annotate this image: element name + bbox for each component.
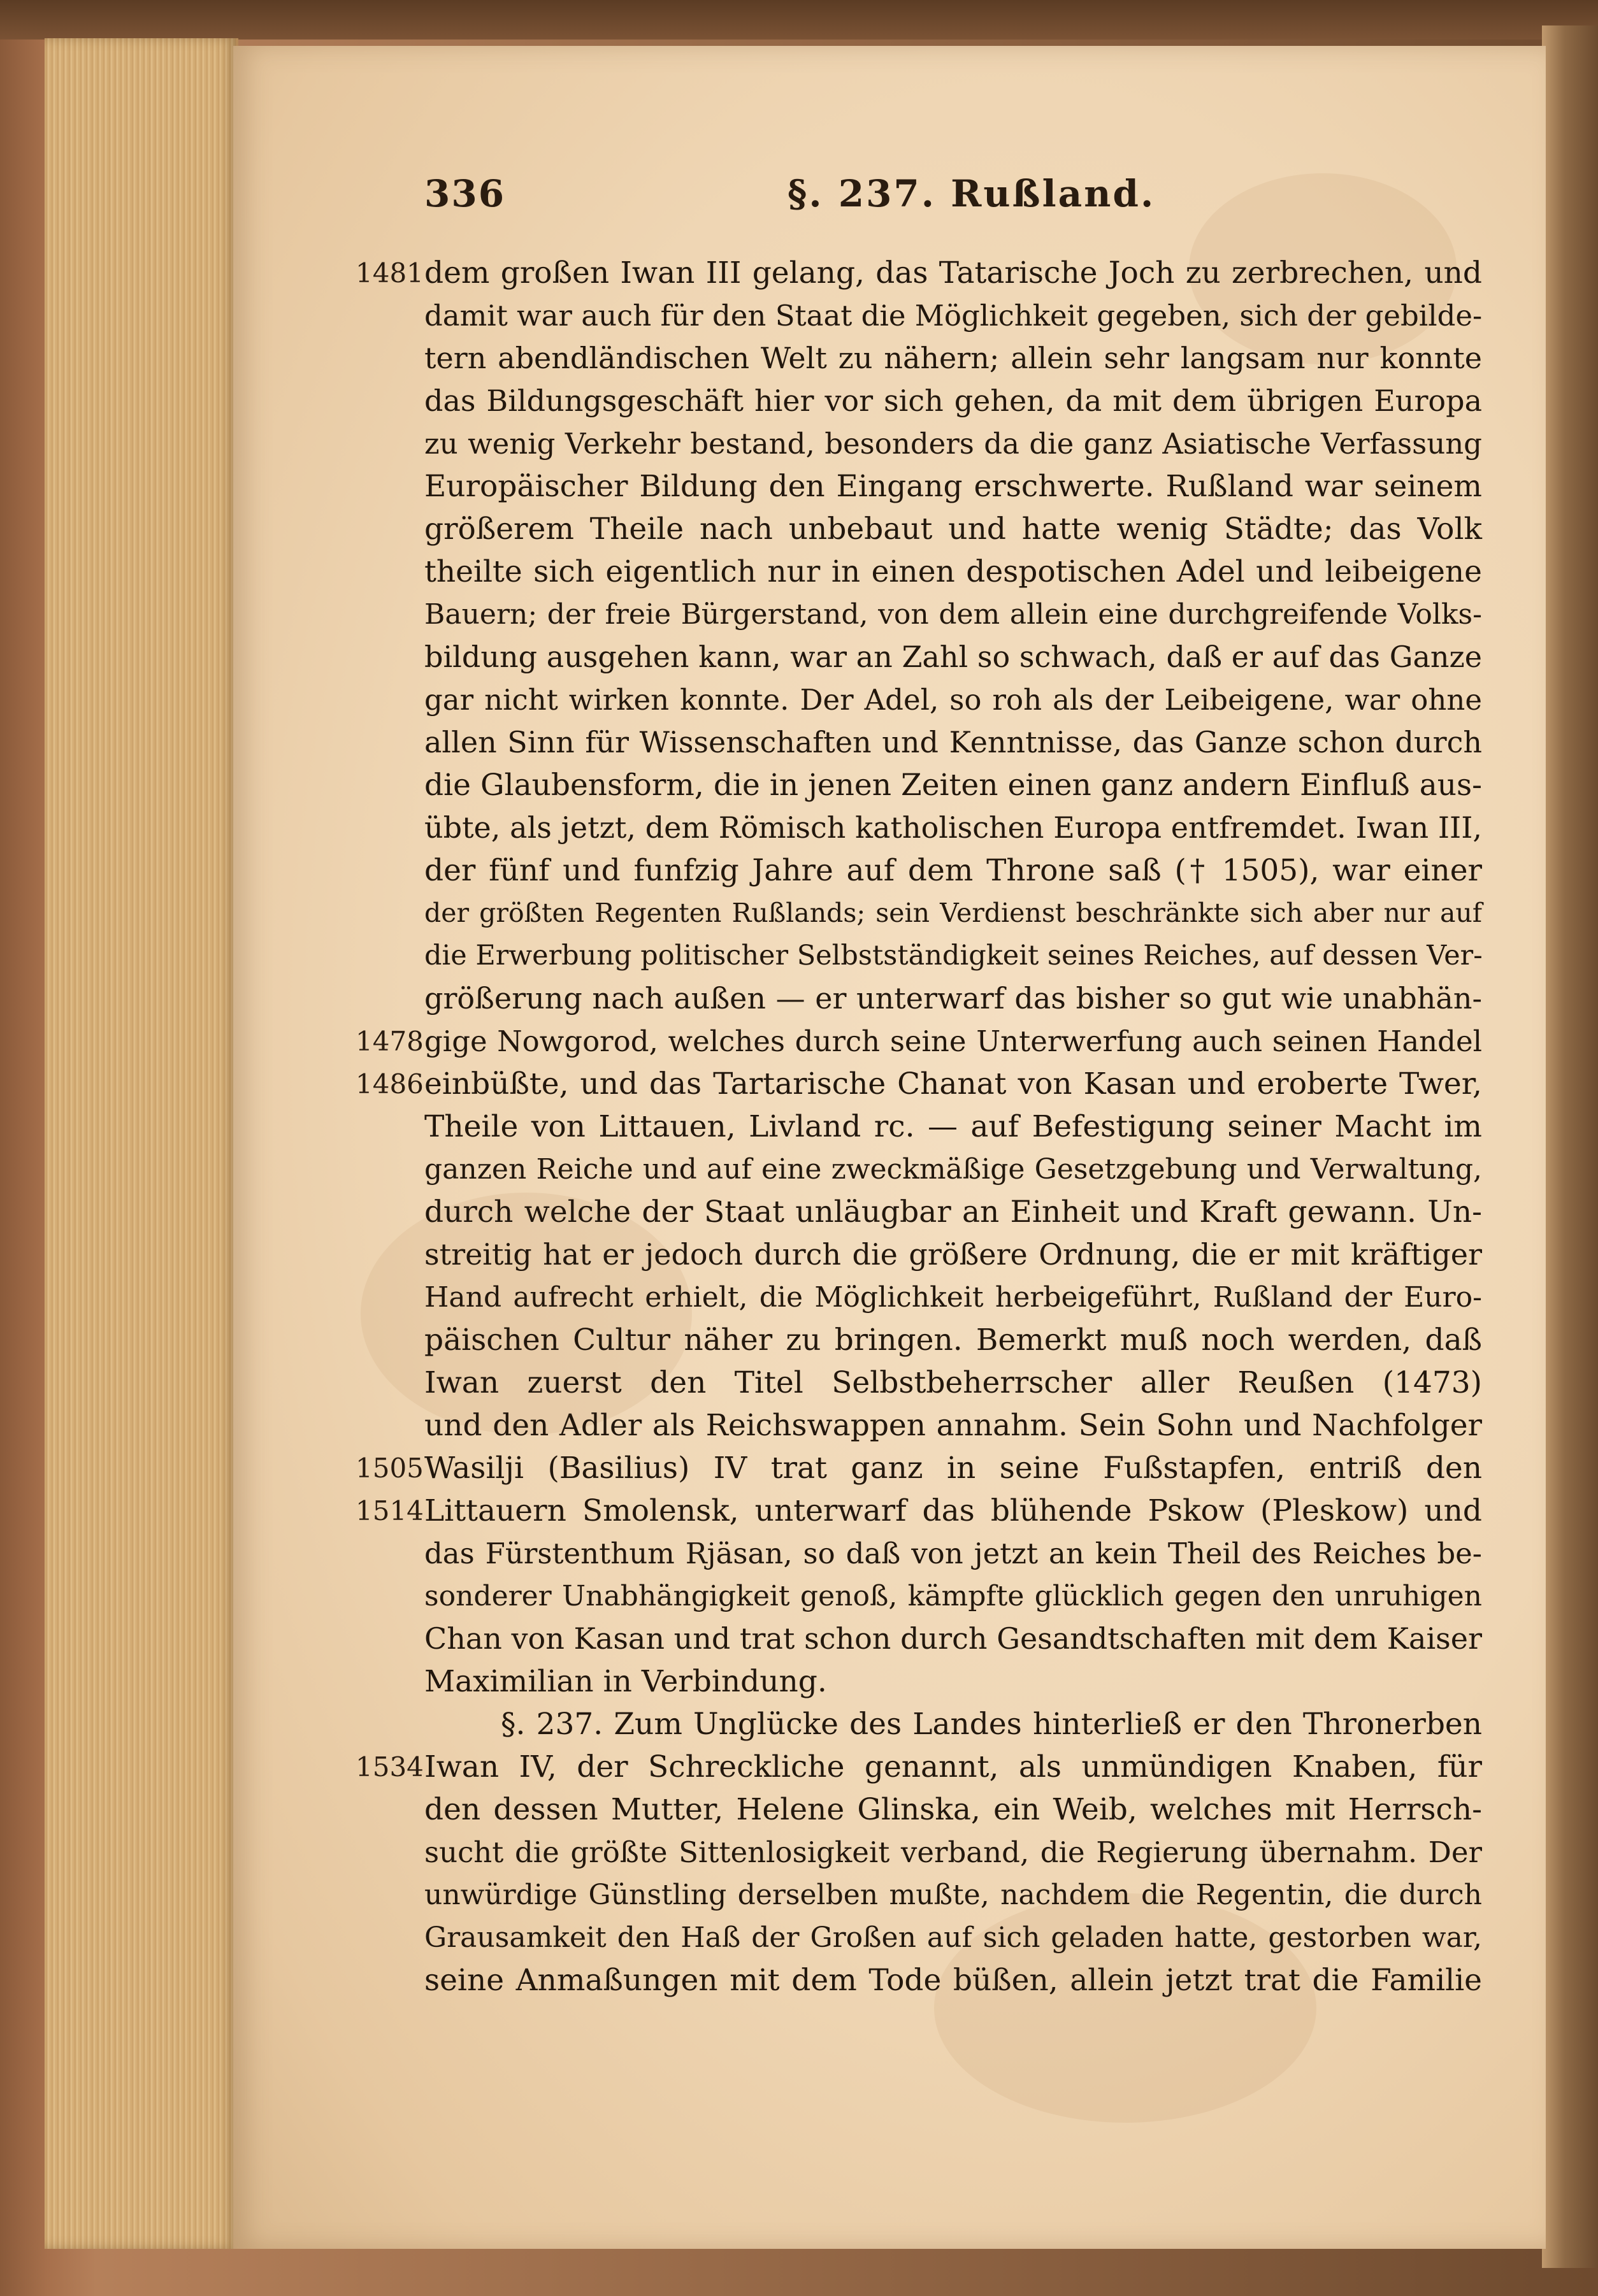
line-text: Littauern Smolensk, unterwarf das blühende Pskow (Pleskow) und [424, 1493, 1482, 1528]
running-title: §. 237. Rußland. [788, 172, 1156, 215]
text-line [356, 1746, 1482, 1788]
text-line [424, 721, 1482, 764]
line-text: ganzen Reiche und auf eine zweckmäßige Gesetzgebung und Verwaltung, [424, 1153, 1482, 1186]
marginal-year: 1534 [356, 1751, 424, 1783]
line-text: gar nicht wirken konnte. Der Adel, so roh als der Leibeigene, war ohne [424, 683, 1482, 717]
line-text: Theile von Littauen, Livland rc. — auf Befestigung seiner Macht im [424, 1109, 1482, 1144]
marginal-year: 1481 [356, 257, 424, 289]
text-line [424, 508, 1482, 550]
line-text: päischen Cultur näher zu bringen. Bemerkt muß noch werden, daß [424, 1323, 1482, 1358]
line-text: Hand aufrecht erhielt, die Möglichkeit herbeigeführt, Rußland der Euro- [424, 1281, 1482, 1314]
text-line [424, 1874, 1482, 1916]
text-line [356, 1489, 1482, 1532]
line-text: sucht die größte Sittenlosigkeit verband, die Regierung übernahm. Der [424, 1835, 1482, 1869]
text-line [424, 849, 1482, 892]
text-line [424, 1618, 1482, 1660]
line-text: dem großen Iwan III gelang, das Tatarische Joch zu zerbrechen, und [424, 255, 1482, 291]
text-line [424, 337, 1482, 380]
page-number: 336 [424, 172, 506, 215]
text-line [424, 1105, 1482, 1148]
line-text: die Glaubensform, die in jenen Zeiten einen ganz andern Einfluß aus- [424, 768, 1482, 803]
text-line [424, 593, 1482, 636]
line-text: der fünf und funfzig Jahre auf dem Throne saß († 1505), war einer [424, 853, 1482, 888]
line-text: Grausamkeit den Haß der Großen auf sich geladen hatte, gestorben war, [424, 1921, 1482, 1954]
text-line [424, 1191, 1482, 1233]
line-text: theilte sich eigentlich nur in einen despotischen Adel und leibeigene [424, 554, 1482, 589]
text-line [424, 935, 1482, 977]
book-cover-top [0, 0, 1598, 39]
text-line [424, 422, 1482, 465]
text-line [424, 380, 1482, 422]
marginal-year: 1486 [356, 1068, 424, 1100]
text-line [356, 1447, 1482, 1489]
line-text: Wasilji (Basilius) IV trat ganz in seine Fußstapfen, entriß den [424, 1451, 1482, 1486]
line-text: tern abendländischen Welt zu nähern; allein sehr langsam nur konnte [424, 341, 1482, 375]
text-line [424, 1703, 1482, 1746]
line-text: einbüßte, und das Tartarische Chanat von Kasan und eroberte Twer, [424, 1066, 1482, 1101]
line-text: gige Nowgorod, welches durch seine Unterwerfung auch seinen Handel [424, 1024, 1482, 1058]
book-cover-right [1542, 25, 1598, 2268]
text-line [424, 1148, 1482, 1191]
line-text: damit war auch für den Staat die Möglichkeit gegeben, sich der gebilde- [424, 299, 1483, 333]
line-text: allen Sinn für Wissenschaften und Kenntnisse, das Ganze schon durch [424, 725, 1482, 759]
line-text: Iwan zuerst den Titel Selbstbeherrscher aller Reußen (1473) [424, 1365, 1482, 1400]
page-header [424, 172, 1482, 223]
text-line [424, 1660, 1482, 1703]
text-line [424, 1276, 1482, 1319]
text-line [356, 1020, 1482, 1063]
line-text: die Erwerbung politischer Selbstständigkeit seines Reiches, auf dessen Ver- [424, 940, 1483, 972]
text-line [424, 764, 1482, 807]
line-text: übte, als jetzt, dem Römisch katholischen Europa entfremdet. Iwan III, [424, 810, 1482, 845]
text-line [424, 1831, 1482, 1874]
text-line [424, 1575, 1482, 1618]
line-text: Europäischer Bildung den Eingang erschwerte. Rußland war seinem [424, 469, 1482, 504]
line-text: und den Adler als Reichswappen annahm. Sein Sohn und Nachfolger [424, 1408, 1482, 1443]
line-text: §. 237. Zum Unglücke des Landes hinterließ er den Thronerben [501, 1707, 1482, 1742]
text-line [424, 1361, 1482, 1404]
line-text: den dessen Mutter, Helene Glinska, ein Weib, welches mit Herrsch- [424, 1792, 1482, 1827]
text-line [424, 550, 1482, 593]
line-text: Iwan IV, der Schreckliche genannt, als unmündigen Knaben, für [424, 1749, 1482, 1784]
text-line [424, 1233, 1482, 1276]
line-text: größerem Theile nach unbebaut und hatte wenig Städte; das Volk [424, 512, 1482, 547]
line-text: zu wenig Verkehr bestand, besonders da die ganz Asiatische Verfassung [424, 427, 1482, 461]
text-line [424, 892, 1482, 935]
text-line [424, 977, 1482, 1020]
line-text: Chan von Kasan und trat schon durch Gesandtschaften mit dem Kaiser [424, 1621, 1482, 1656]
body-text [356, 252, 1483, 2002]
line-text: Maximilian in Verbindung. [424, 1664, 827, 1699]
line-text: das Fürstenthum Rjäsan, so daß von jetzt an kein Theil des Reiches be- [424, 1537, 1482, 1570]
text-line [424, 465, 1482, 508]
line-text: unwürdige Günstling derselben mußte, nachdem die Regentin, die durch [424, 1879, 1482, 1911]
marginal-year: 1514 [356, 1495, 424, 1526]
text-line [424, 807, 1482, 849]
line-text: seine Anmaßungen mit dem Tode büßen, allein jetzt trat die Familie [424, 1963, 1482, 1998]
line-text: streitig hat er jedoch durch die größere Ordnung, die er mit kräftiger [424, 1237, 1482, 1272]
text-line [424, 1788, 1482, 1831]
text-line [356, 252, 1482, 294]
text-line [424, 294, 1482, 337]
line-text: sonderer Unabhängigkeit genoß, kämpfte glücklich gegen den unruhigen [424, 1580, 1482, 1612]
page-edges [45, 38, 238, 2249]
text-line [424, 636, 1482, 678]
line-text: durch welche der Staat unläugbar an Einheit und Kraft gewann. Un- [424, 1195, 1482, 1230]
text-line [424, 1959, 1482, 2002]
line-text: das Bildungsgeschäft hier vor sich gehen, da mit dem übrigen Europa [424, 384, 1482, 418]
marginal-year: 1478 [356, 1026, 424, 1057]
text-line [424, 678, 1482, 721]
text-line [424, 1916, 1482, 1959]
text-line [424, 1319, 1482, 1361]
line-text: Bauern; der freie Bürgerstand, von dem allein eine durchgreifende Volks- [424, 598, 1482, 631]
text-line [356, 1063, 1482, 1105]
line-text: bildung ausgehen kann, war an Zahl so schwach, daß er auf das Ganze [424, 640, 1482, 674]
text-line [424, 1404, 1482, 1447]
line-text: größerung nach außen — er unterwarf das bisher so gut wie unabhän- [424, 981, 1482, 1015]
line-text: der größten Regenten Rußlands; sein Verdienst beschränkte sich aber nur auf [424, 898, 1482, 928]
marginal-year: 1505 [356, 1453, 424, 1484]
text-line [424, 1532, 1482, 1575]
